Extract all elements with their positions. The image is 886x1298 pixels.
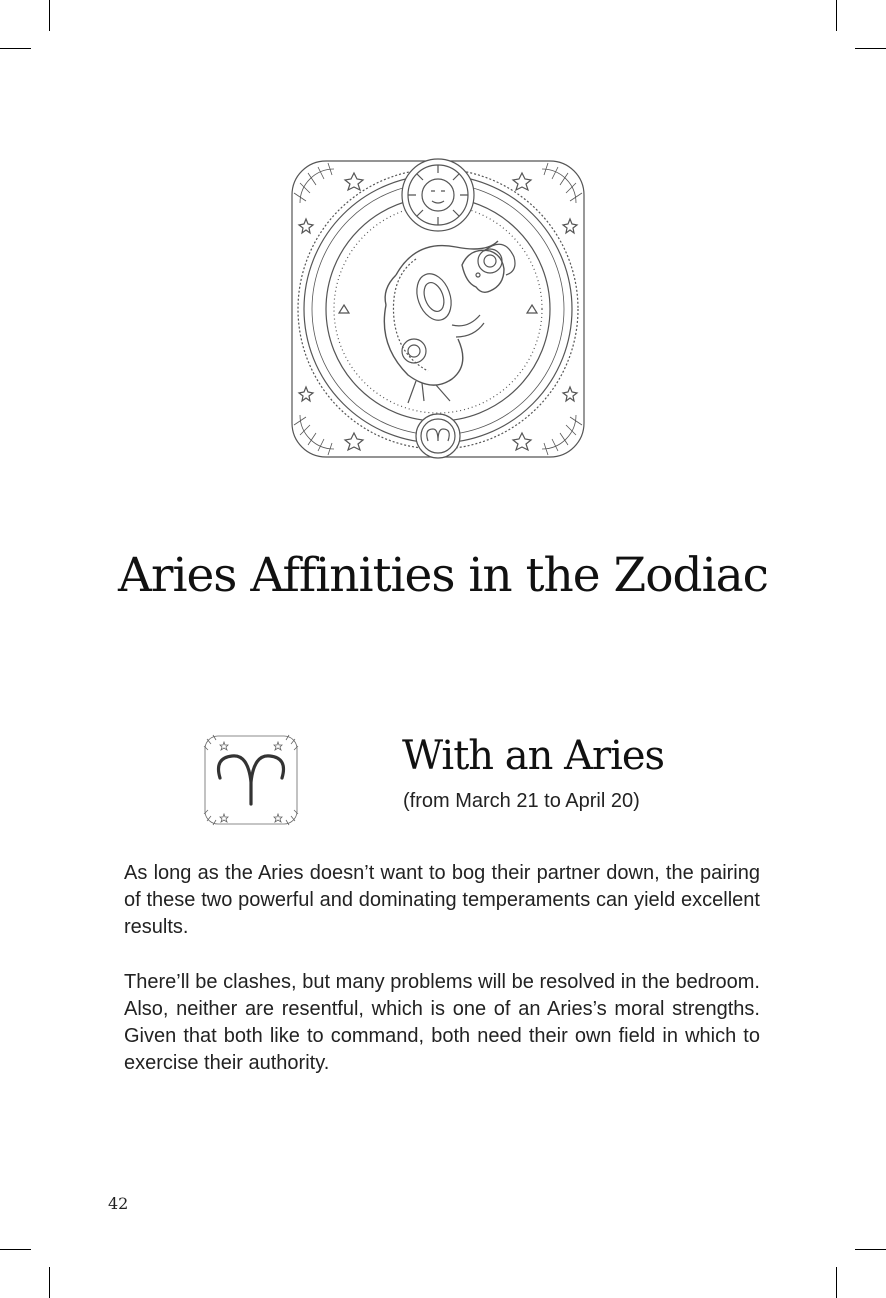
- crop-mark: [49, 0, 50, 31]
- body-paragraph: As long as the Aries doesn’t want to bog their partner down, the pairing of these two powerful and dominating temperaments can yield excellent results.: [124, 862, 760, 938]
- aries-symbol-icon: [202, 732, 300, 828]
- crop-mark: [836, 0, 837, 31]
- date-range: (from March 21 to April 20): [403, 790, 640, 812]
- crop-mark: [49, 1267, 50, 1298]
- aries-ram-zodiac-medallion-icon: [286, 155, 590, 463]
- page-title: Aries Affinities in the Zodiac: [118, 548, 768, 603]
- section-heading: With an Aries: [402, 733, 665, 779]
- page-number: 42: [108, 1194, 129, 1213]
- crop-mark: [836, 1267, 837, 1298]
- crop-mark: [855, 1249, 886, 1250]
- crop-mark: [0, 48, 31, 49]
- crop-mark: [0, 1249, 31, 1250]
- body-paragraph: There’ll be clashes, but many problems will be resolved in the bedroom. Also, neither are resentful, which is one of an Aries’s moral strengths. Given that both like to command, both need their own field in which to exercise their authority.: [124, 971, 760, 1074]
- crop-mark: [855, 48, 886, 49]
